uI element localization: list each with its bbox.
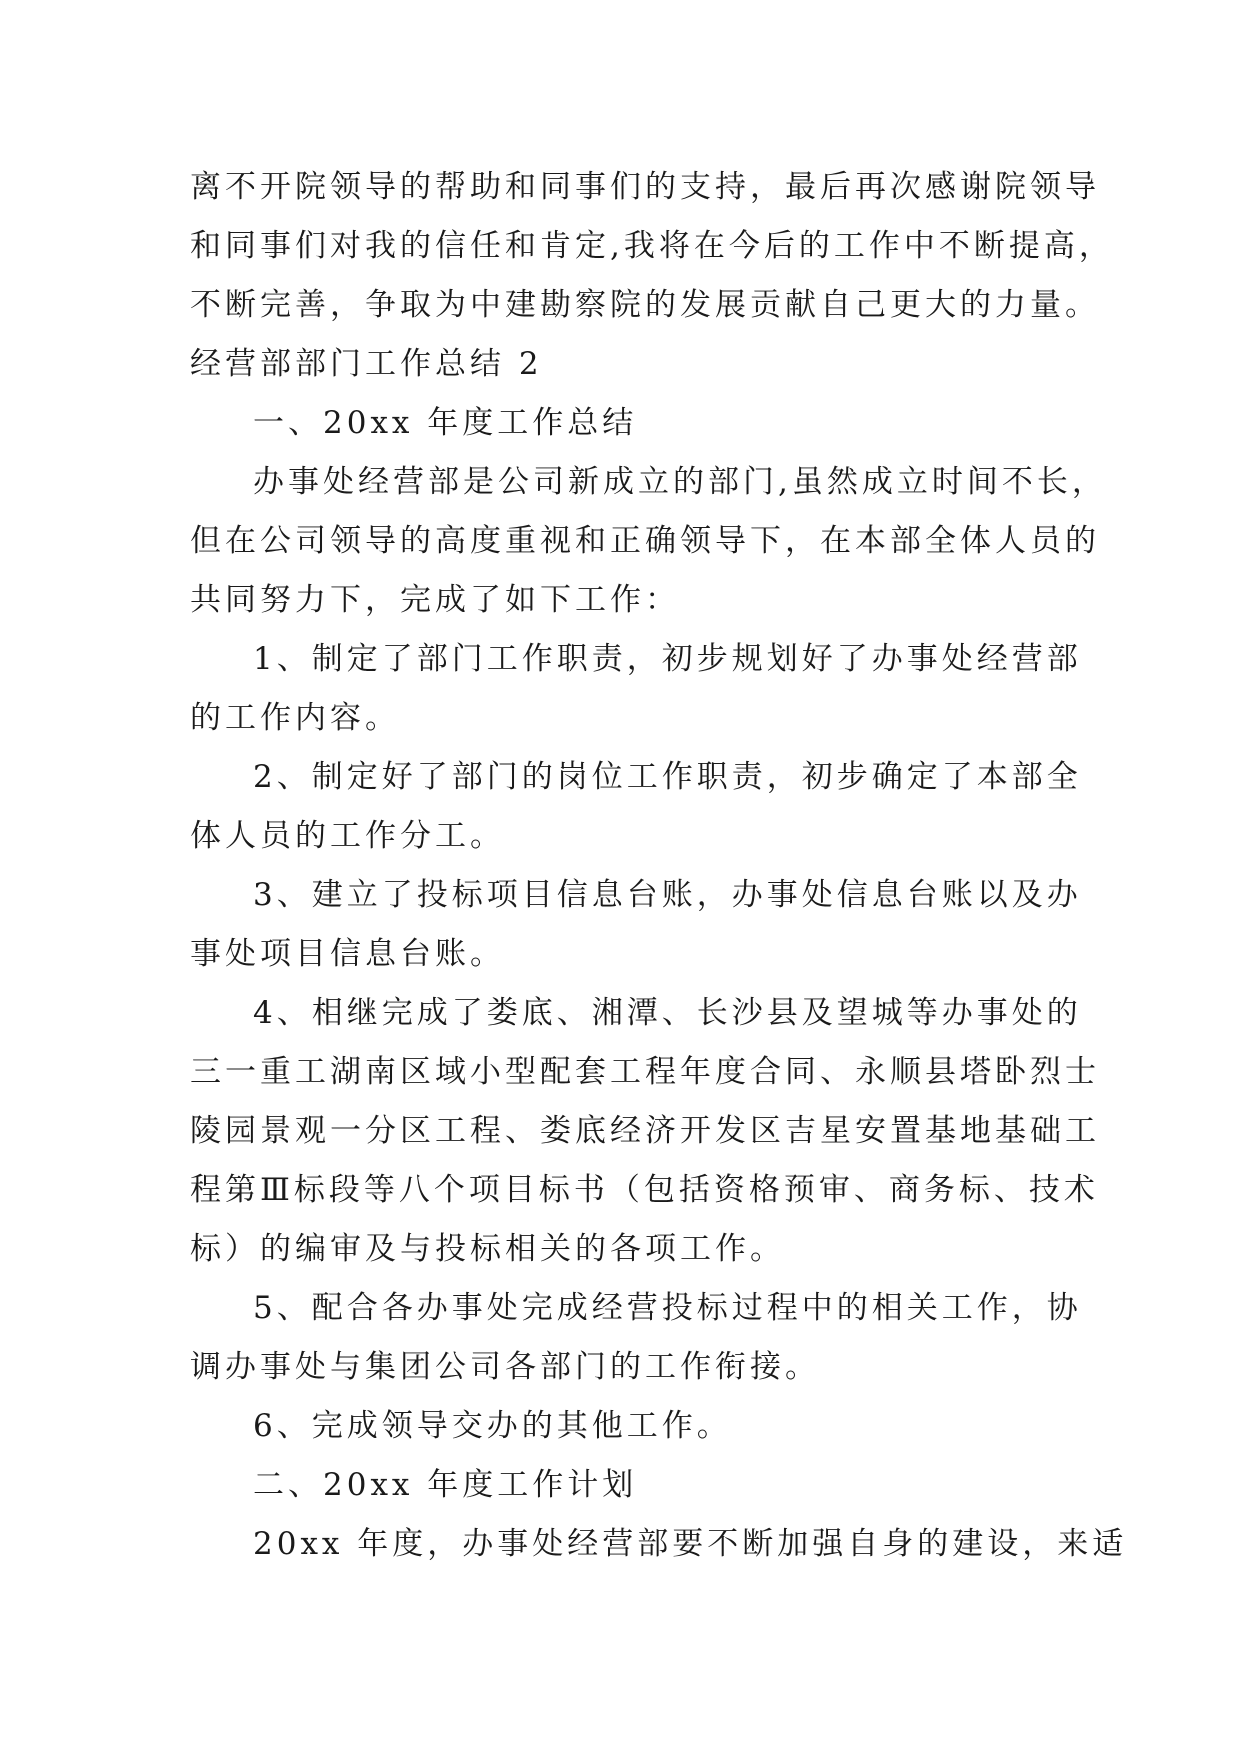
text-line: 三一重工湖南区域小型配套工程年度合同、永顺县塔卧烈士 — [190, 1054, 1100, 1090]
list-item: 2、制定好了部门的岗位工作职责，初步确定了本部全 — [253, 759, 1082, 795]
text-line: 共同努力下，完成了如下工作： — [190, 582, 680, 618]
list-item: 1、制定了部门工作职责，初步规划好了办事处经营部 — [253, 641, 1082, 677]
text-line: 离不开院领导的帮助和同事们的支持，最后再次感谢院领导 — [190, 169, 1100, 205]
text-line: 事处项目信息台账。 — [190, 936, 505, 972]
list-item: 6、完成领导交办的其他工作。 — [253, 1408, 732, 1444]
text-line: 程第Ⅲ标段等八个项目标书（包括资格预审、商务标、技术 — [190, 1172, 1099, 1208]
text-line: 20xx 年度，办事处经营部要不断加强自身的建设，来适 — [253, 1526, 1128, 1562]
document-body — [190, 158, 1128, 1574]
list-item: 3、建立了投标项目信息台账，办事处信息台账以及办 — [253, 877, 1082, 913]
section-title: 经营部部门工作总结 2 — [190, 346, 543, 382]
section-heading: 二、20xx 年度工作计划 — [253, 1467, 638, 1503]
text-line: 办事处经营部是公司新成立的部门,虽然成立时间不长， — [253, 464, 1107, 500]
text-line: 的工作内容。 — [190, 700, 400, 736]
list-item: 4、相继完成了娄底、湘潭、长沙县及望城等办事处的 — [253, 995, 1082, 1031]
text-line: 标）的编审及与投标相关的各项工作。 — [190, 1231, 785, 1267]
text-line: 但在公司领导的高度重视和正确领导下，在本部全体人员的 — [190, 523, 1100, 559]
list-item: 5、配合各办事处完成经营投标过程中的相关工作，协 — [253, 1290, 1082, 1326]
text-line: 调办事处与集团公司各部门的工作衔接。 — [190, 1349, 820, 1385]
text-line: 体人员的工作分工。 — [190, 818, 505, 854]
text-line: 不断完善，争取为中建勘察院的发展贡献自己更大的力量。 — [190, 287, 1100, 323]
section-heading: 一、20xx 年度工作总结 — [253, 405, 638, 441]
text-line: 和同事们对我的信任和肯定,我将在今后的工作中不断提高， — [190, 228, 1114, 264]
text-line: 陵园景观一分区工程、娄底经济开发区吉星安置基地基础工 — [190, 1113, 1100, 1149]
